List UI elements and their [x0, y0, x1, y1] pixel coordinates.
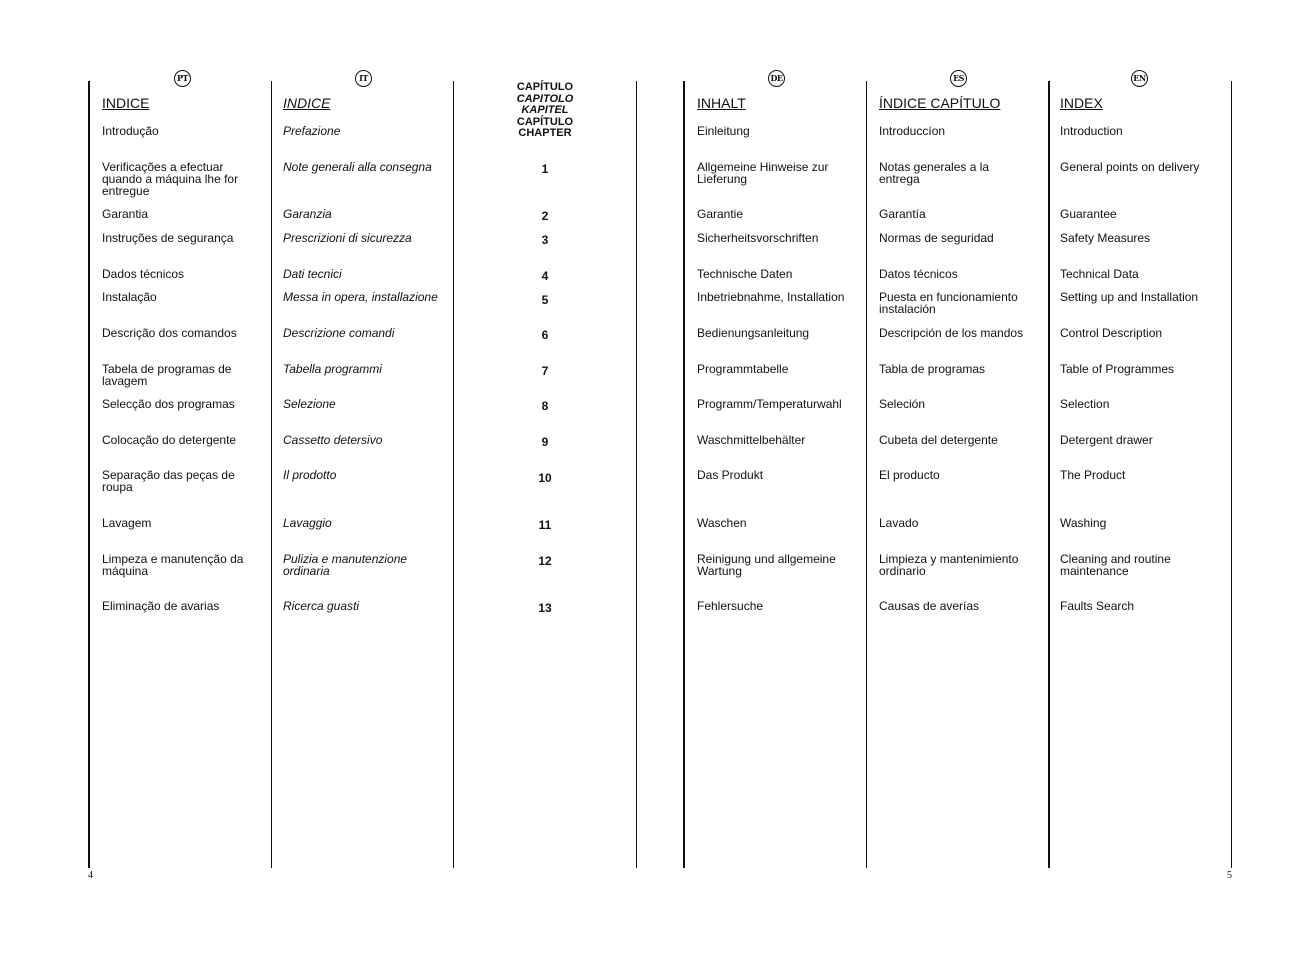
page-number-left: 4 — [88, 870, 93, 881]
chapter-number: 13 — [538, 601, 552, 615]
entry-de: Allgemeine Hinweise zur Lieferung — [697, 160, 829, 186]
entry-de: Einleitung — [697, 124, 750, 138]
chapter-number: 6 — [541, 328, 549, 342]
entry-it: Messa in opera, installazione — [283, 290, 438, 304]
entry-en: The Product — [1060, 468, 1126, 482]
entry-it: Selezione — [283, 397, 336, 411]
entry-pt: Lavagem — [102, 516, 152, 530]
entry-es: Limpieza y mantenimiento ordinario — [879, 552, 1019, 578]
entry-it: Pulizia e manutenzione ordinaria — [283, 552, 408, 578]
entry-pt: Selecção dos programas — [102, 397, 235, 411]
entry-es: Lavado — [879, 516, 919, 530]
entry-en: Safety Measures — [1060, 231, 1151, 245]
entry-pt: Colocação do detergente — [102, 433, 237, 447]
entry-en: Faults Search — [1060, 599, 1135, 613]
entry-es: Garantía — [879, 207, 926, 221]
heading-de: INHALT — [697, 95, 746, 111]
entry-pt: Instruções de segurança — [102, 231, 234, 245]
chapter-number: 1 — [541, 162, 549, 176]
entry-pt: Garantia — [102, 207, 149, 221]
entry-es: Cubeta del detergente — [879, 433, 998, 447]
entry-pt: Introdução — [102, 124, 159, 138]
chapter-number: 5 — [541, 293, 549, 307]
chapter-header-en: CHAPTER — [518, 127, 572, 139]
entry-it: Il prodotto — [283, 468, 337, 482]
chapter-number: 9 — [541, 435, 549, 449]
entry-it: Prescrizioni di sicurezza — [283, 231, 412, 245]
entry-en: General points on delivery — [1060, 160, 1200, 174]
entry-en: Selection — [1060, 397, 1110, 411]
chapter-header-es: CAPÍTULO — [516, 115, 574, 128]
entry-es: Causas de averías — [879, 599, 980, 613]
chapter-number: 7 — [541, 364, 549, 378]
entry-en: Detergent drawer — [1060, 433, 1153, 447]
entry-es: Normas de seguridad — [879, 231, 994, 245]
entry-it: Lavaggio — [283, 516, 332, 530]
entry-de: Inbetriebnahme, Installation — [697, 290, 845, 304]
entry-es: El producto — [879, 468, 940, 482]
entry-de: Reinigung und allgemeine Wartung — [697, 552, 836, 578]
entry-es: Seleción — [879, 397, 926, 411]
entry-es: Datos técnicos — [879, 267, 958, 281]
chapter-header-it: CAPITOLO — [516, 92, 574, 105]
entry-it: Garanzia — [283, 207, 332, 221]
entry-es: Tabla de programas — [879, 362, 986, 376]
entry-de: Fehlersuche — [697, 599, 764, 613]
entry-it: Dati tecnici — [283, 267, 342, 281]
chapter-header-pt: CAPÍTULO — [516, 81, 574, 93]
entry-en: Table of Programmes — [1060, 362, 1175, 376]
chapter-number: 2 — [541, 209, 549, 223]
rule-right-edge — [1231, 81, 1232, 868]
entry-de: Technische Daten — [697, 267, 793, 281]
heading-en: INDEX — [1060, 95, 1103, 111]
entry-en: Washing — [1060, 516, 1107, 530]
language-badge-pt: PT — [174, 70, 191, 87]
chapter-number: 3 — [541, 233, 549, 247]
chapter-number: 11 — [538, 518, 552, 532]
entry-de: Programmtabelle — [697, 362, 789, 376]
entry-de: Bedienungsanleitung — [697, 326, 810, 340]
entry-en: Cleaning and routine maintenance — [1060, 552, 1171, 578]
page-number-right: 5 — [1227, 870, 1232, 881]
entry-it: Tabella programmi — [283, 362, 382, 376]
entry-it: Cassetto detersivo — [283, 433, 383, 447]
heading-es: ÍNDICE CAPÍTULO — [879, 95, 1001, 111]
rule-it-chapter — [453, 81, 454, 868]
chapter-number: 4 — [541, 269, 549, 283]
entry-es: Puesta en funcionamiento instalación — [879, 290, 1018, 316]
chapter-header-de: KAPITEL — [521, 104, 569, 116]
entry-pt: Instalação — [102, 290, 157, 304]
rule-es-en — [1048, 81, 1050, 868]
entry-pt: Descrição dos comandos — [102, 326, 237, 340]
entry-pt: Separação das peças de roupa — [102, 468, 235, 494]
entry-en: Technical Data — [1060, 267, 1139, 281]
entry-de: Sicherheitsvorschriften — [697, 231, 819, 245]
entry-es: Descripción de los mandos — [879, 326, 1024, 340]
entry-pt: Dados técnicos — [102, 267, 185, 281]
entry-en: Guarantee — [1060, 207, 1117, 221]
entry-it: Ricerca guasti — [283, 599, 360, 613]
entry-en: Control Description — [1060, 326, 1163, 340]
entry-en: Introduction — [1060, 124, 1123, 138]
entry-it: Note generali alla consegna — [283, 160, 432, 174]
chapter-number: 10 — [538, 471, 552, 485]
rule-chapter-end — [636, 81, 637, 868]
chapter-number: 8 — [541, 399, 549, 413]
heading-it: INDICE — [283, 95, 331, 111]
entry-de: Garantie — [697, 207, 744, 221]
language-badge-it: IT — [355, 70, 372, 87]
chapter-header — [485, 82, 605, 140]
entry-es: Introduccíon — [879, 124, 946, 138]
entry-en: Setting up and Installation — [1060, 290, 1199, 304]
entry-pt: Eliminação de avarias — [102, 599, 220, 613]
language-badge-de: DE — [768, 70, 785, 87]
heading-pt: INDICE — [102, 95, 150, 111]
rule-de-es — [866, 81, 867, 868]
rule-right-page-start — [683, 81, 685, 868]
entry-pt: Limpeza e manutenção da máquina — [102, 552, 244, 578]
language-badge-es: ES — [950, 70, 967, 87]
rule-pt-it — [271, 81, 272, 868]
entry-de: Waschmittelbehälter — [697, 433, 806, 447]
entry-it: Descrizione comandi — [283, 326, 395, 340]
entry-pt: Tabela de programas de lavagem — [102, 362, 232, 388]
chapter-number: 12 — [538, 554, 552, 568]
rule-left-edge — [88, 81, 90, 868]
entry-de: Das Produkt — [697, 468, 764, 482]
entry-it: Prefazione — [283, 124, 341, 138]
entry-es: Notas generales a la entrega — [879, 160, 990, 186]
language-badge-en: EN — [1131, 70, 1148, 87]
entry-de: Programm/Temperaturwahl — [697, 397, 842, 411]
entry-pt: Verificações a efectuar quando a máquina lhe for entregue — [102, 160, 239, 198]
entry-de: Waschen — [697, 516, 747, 530]
